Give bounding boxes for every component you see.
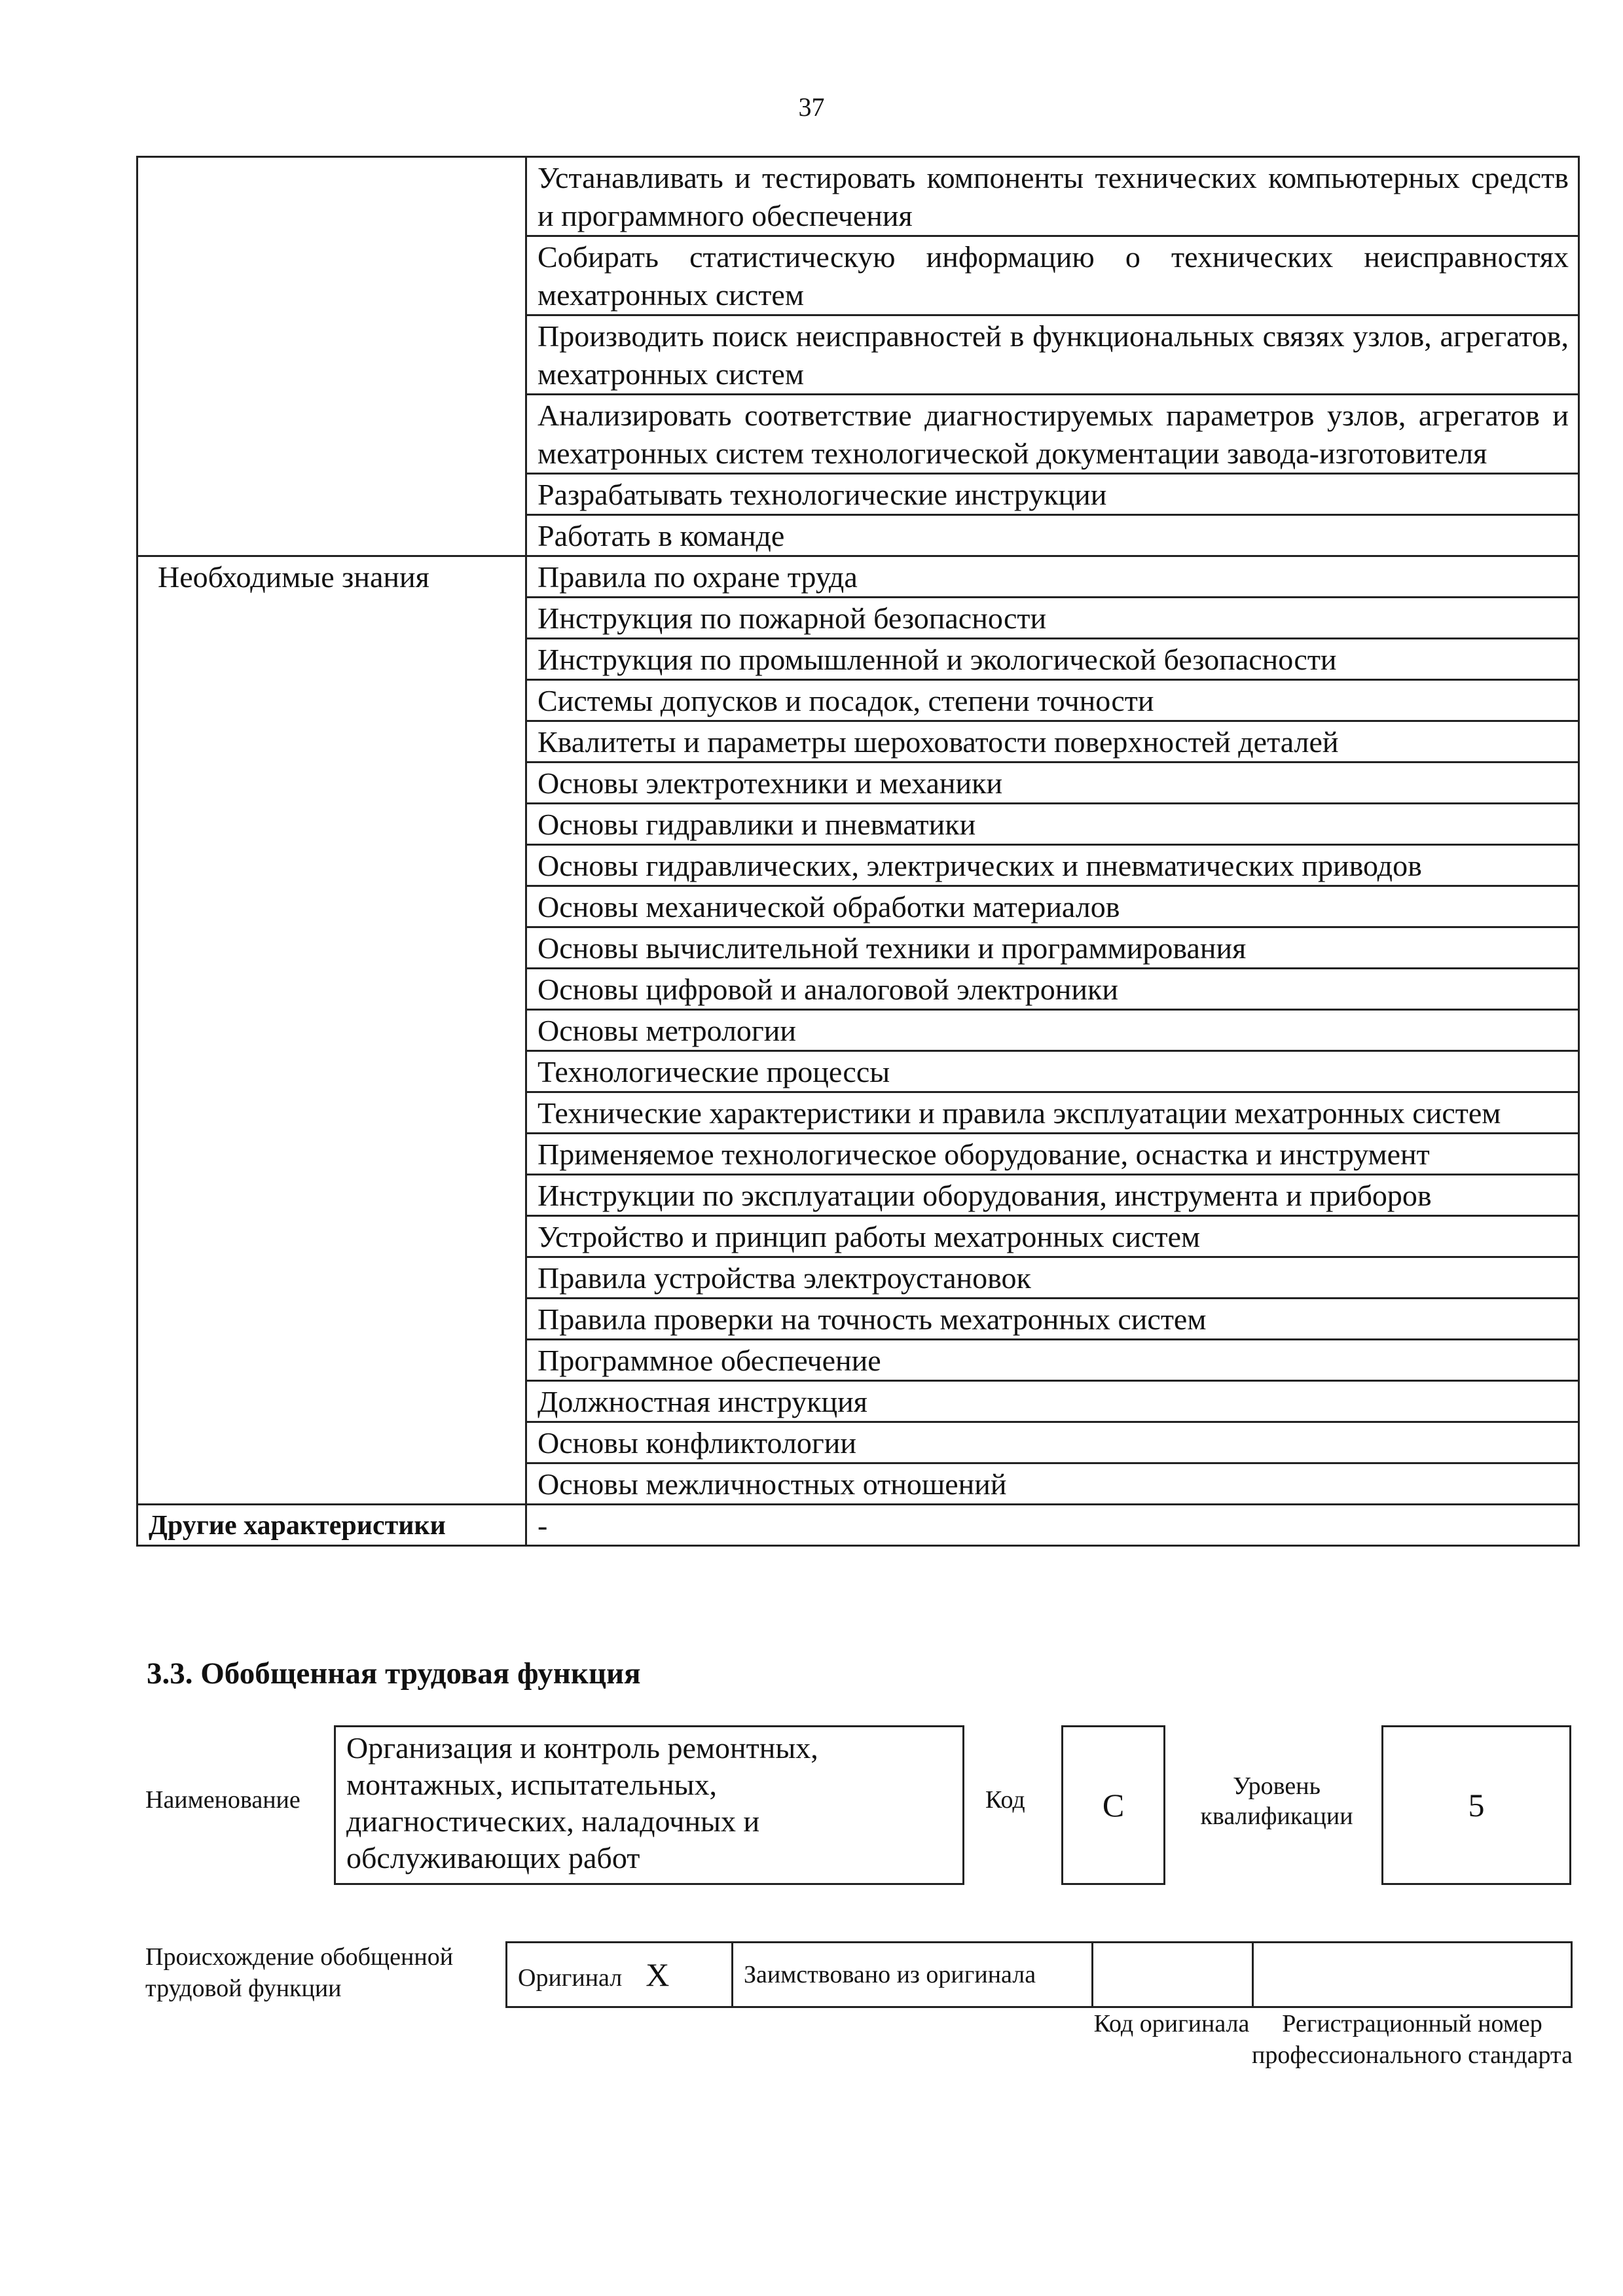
- knowledge-item: Системы допусков и посадок, степени точности: [526, 680, 1579, 721]
- knowledge-item: Инструкции по эксплуатации оборудования, инструмента и приборов: [526, 1175, 1579, 1216]
- name-label: Наименование: [145, 1786, 301, 1814]
- reg-number-label: Регистрационный номер профессионального стандарта: [1252, 2010, 1573, 2069]
- knowledge-item: Инструкция по пожарной безопасности: [526, 598, 1579, 639]
- knowledge-item: Основы конфликтологии: [526, 1422, 1579, 1463]
- knowledge-item: Основы межличностных отношений: [526, 1463, 1579, 1505]
- origin-label: Происхождение обобщенной трудовой функции: [145, 1943, 454, 2002]
- knowledge-item: Правила проверки на точность мехатронных систем: [526, 1299, 1579, 1340]
- knowledge-item: Основы вычислительной техники и программирования: [526, 927, 1579, 969]
- page-number: 37: [798, 92, 825, 122]
- code-original-label: Код оригинала: [1093, 2010, 1250, 2037]
- table-row: [137, 556, 1579, 598]
- other-value: -: [526, 1505, 1579, 1546]
- code-box: C: [1061, 1725, 1165, 1885]
- knowledge-item: Применяемое технологическое оборудование, оснастка и инструмент: [526, 1134, 1579, 1175]
- other-label: Другие характеристики: [137, 1505, 526, 1546]
- function-name-box: Организация и контроль ремонтных, монтажных, испытательных, диагностических, наладочных и обслуживающих работ: [334, 1725, 964, 1885]
- skill-item: Собирать статистическую информацию о технических неисправностях мехатронных систем: [526, 236, 1579, 315]
- skill-item: Разрабатывать технологические инструкции: [526, 474, 1579, 515]
- knowledge-item: Основы гидравлических, электрических и пневматических приводов: [526, 845, 1579, 886]
- code-label: Код: [985, 1786, 1025, 1814]
- skill-item: Анализировать соответствие диагностируемых параметров узлов, агрегатов и мехатронных систем технологической документации завода-изготовителя: [526, 395, 1579, 474]
- knowledge-label: Необходимые знания: [137, 556, 526, 1505]
- skill-item: Производить поиск неисправностей в функциональных связях узлов, агрегатов, мехатронных систем: [526, 315, 1579, 395]
- knowledge-item: Основы гидравлики и пневматики: [526, 804, 1579, 845]
- knowledge-item: Технические характеристики и правила эксплуатации мехатронных систем: [526, 1092, 1579, 1134]
- knowledge-item: Правила устройства электроустановок: [526, 1257, 1579, 1299]
- knowledge-item: Основы метрологии: [526, 1010, 1579, 1051]
- original-cell: [507, 1943, 733, 2007]
- knowledge-item: Правила по охране труда: [526, 556, 1579, 598]
- knowledge-item: Инструкция по промышленной и экологической безопасности: [526, 639, 1579, 680]
- knowledge-item: Должностная инструкция: [526, 1381, 1579, 1422]
- skills-label-cell: [137, 157, 526, 556]
- reg-number-cell: [1253, 1943, 1572, 2007]
- level-label: Уровень квалификации: [1200, 1772, 1353, 1830]
- origin-table: [505, 1941, 1573, 2008]
- skill-item: Устанавливать и тестировать компоненты технических компьютерных средств и программного обеспечения: [526, 157, 1579, 236]
- level-box: 5: [1381, 1725, 1571, 1885]
- original-mark: X: [646, 1956, 670, 1993]
- knowledge-item: Программное обеспечение: [526, 1340, 1579, 1381]
- section-title: 3.3. Обобщенная трудовая функция: [147, 1657, 641, 1691]
- knowledge-item: Технологические процессы: [526, 1051, 1579, 1092]
- knowledge-item: Квалитеты и параметры шероховатости поверхностей деталей: [526, 721, 1579, 762]
- knowledge-item: Устройство и принцип работы мехатронных систем: [526, 1216, 1579, 1257]
- code-original-cell: [1093, 1943, 1253, 2007]
- knowledge-item: Основы электротехники и механики: [526, 762, 1579, 804]
- borrowed-cell: Заимствовано из оригинала: [733, 1943, 1093, 2007]
- original-label: Оригинал: [518, 1964, 623, 1992]
- skill-item: Работать в команде: [526, 515, 1579, 556]
- knowledge-item: Основы механической обработки материалов: [526, 886, 1579, 927]
- requirements-table: [136, 156, 1580, 1547]
- table-row: [137, 157, 1579, 236]
- table-row: [137, 1505, 1579, 1546]
- knowledge-item: Основы цифровой и аналоговой электроники: [526, 969, 1579, 1010]
